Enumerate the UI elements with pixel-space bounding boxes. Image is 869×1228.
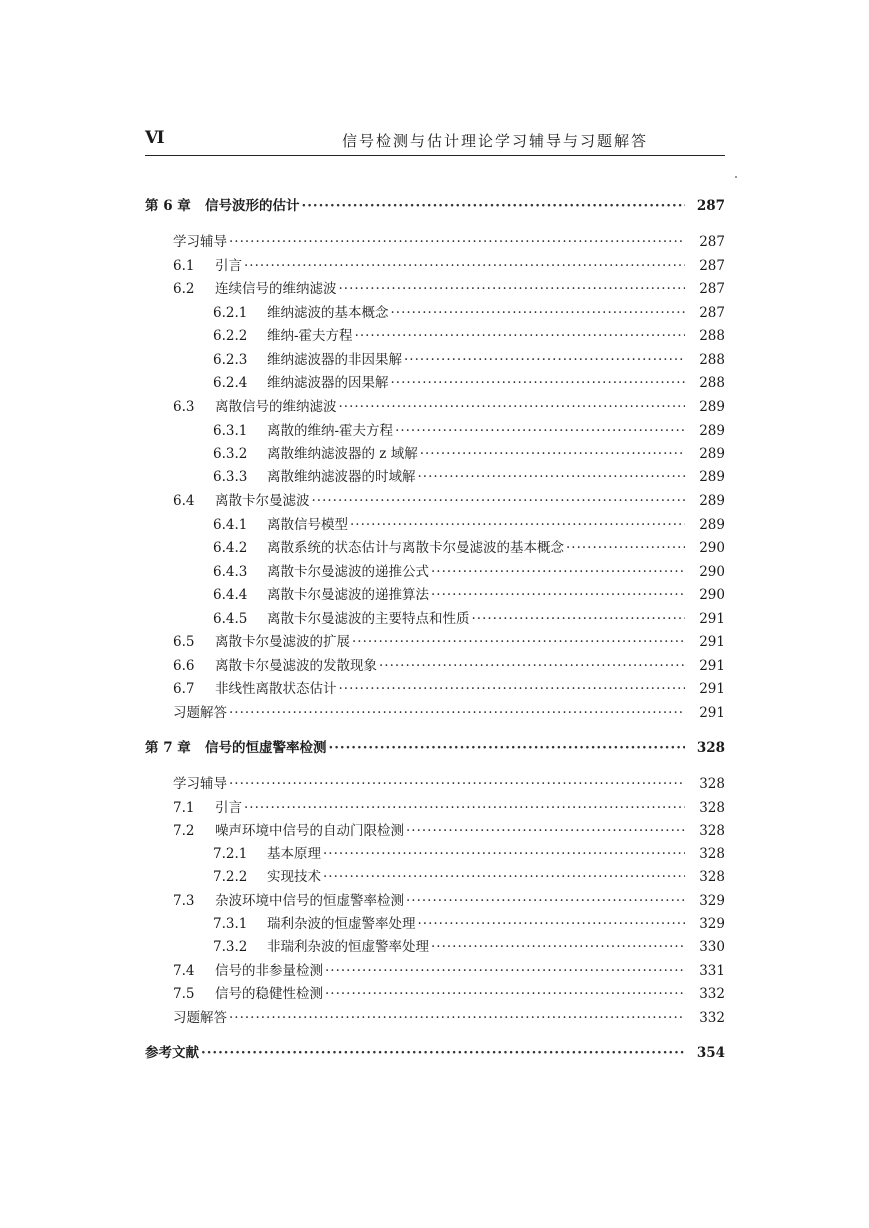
toc-entry: [213, 937, 725, 957]
toc-entry-number: 7.4: [173, 963, 195, 979]
toc-entry-page: 328: [699, 823, 725, 839]
toc-entry-title: 离散卡尔曼滤波的递推算法: [267, 587, 429, 603]
toc-entry-number: 6.4.3: [213, 564, 248, 580]
toc-entry-title: 实现技术: [267, 869, 321, 885]
toc-entry-title: 维纳-霍夫方程: [267, 328, 353, 344]
toc-entry: [173, 491, 725, 511]
toc-entry-number: 7.2.1: [213, 846, 248, 862]
toc-entry-title: 杂波环境中信号的恒虚警率检测: [215, 893, 404, 909]
book-title: 信号检测与估计理论学习辅导与习题解答: [341, 132, 648, 150]
toc-entry: [213, 515, 725, 535]
dot-leader: [391, 373, 686, 393]
toc-entry-page: 291: [699, 705, 725, 721]
toc-entry-title: 离散维纳滤波器的时域解: [267, 469, 416, 485]
dot-leader: [244, 256, 685, 276]
dot-leader: [244, 798, 685, 818]
toc-entry-page: 332: [699, 1010, 725, 1026]
toc-entry-title: 离散卡尔曼滤波: [215, 493, 310, 509]
toc-entry: [173, 703, 725, 723]
toc-entry-title: 基本原理: [267, 846, 321, 862]
toc-entry-page: 328: [699, 800, 725, 816]
dot-leader: [355, 326, 685, 346]
toc-entry: [213, 350, 725, 370]
toc-entry-title: 离散信号模型: [267, 517, 348, 533]
dot-leader: [431, 585, 685, 605]
toc-entry-page: 328: [699, 776, 725, 792]
dot-leader: [323, 867, 685, 887]
toc-entry-number: 第 7 章: [145, 740, 191, 756]
toc-entry-number: 6.2.4: [213, 375, 248, 391]
toc-entry-page: 290: [699, 540, 725, 556]
dot-leader: [201, 1043, 685, 1063]
dot-leader: [339, 397, 686, 417]
toc-entry-page: 287: [696, 198, 725, 214]
toc-entry: [213, 867, 725, 887]
toc-entry: [213, 421, 725, 441]
toc-entry-number: 6.4.1: [213, 517, 248, 533]
toc-entry-title: 非线性离散状态估计: [215, 681, 337, 697]
dot-leader: [472, 609, 686, 629]
dot-leader: [391, 303, 686, 323]
toc-entry: [213, 609, 725, 629]
toc-entry-title: 维纳滤波器的非因果解: [267, 352, 402, 368]
toc-entry-page: 291: [699, 681, 725, 697]
toc-entry-number: 7.5: [173, 986, 195, 1002]
toc-entry-page: 329: [699, 893, 725, 909]
dot-leader: [420, 444, 685, 464]
toc-entry: [213, 373, 725, 393]
toc-entry-page: 289: [699, 517, 725, 533]
dot-leader: [229, 774, 685, 794]
toc-entry: [173, 656, 725, 676]
toc-entry: [173, 679, 725, 699]
dot-leader: [229, 232, 685, 252]
toc-entry-number: 6.7: [173, 681, 195, 697]
toc-entry: [173, 774, 725, 794]
toc-entry-page: 289: [699, 493, 725, 509]
toc-entry-title: 离散系统的状态估计与离散卡尔曼滤波的基本概念: [267, 540, 564, 556]
dot-leader: [431, 937, 685, 957]
toc-entry-number: 7.2.2: [213, 869, 248, 885]
toc-entry-number: 6.1: [173, 258, 195, 274]
toc-entry-title: 信号的稳健性检测: [215, 986, 323, 1002]
header-rule: [145, 155, 725, 156]
toc-entry-page: 290: [699, 564, 725, 580]
toc-entry-page: 288: [699, 375, 725, 391]
toc-entry-number: 7.1: [173, 800, 195, 816]
toc-entry-title: 学习辅导: [173, 234, 227, 250]
toc-entry: [173, 632, 725, 652]
toc-entry-number: 7.3: [173, 893, 195, 909]
toc-entry-page: 289: [699, 469, 725, 485]
toc-entry-page: 332: [699, 986, 725, 1002]
toc-entry-title: 离散卡尔曼滤波的发散现象: [215, 658, 377, 674]
toc-entry-number: 6.6: [173, 658, 195, 674]
toc-entry: [213, 444, 725, 464]
toc-entry-title: 离散卡尔曼滤波的主要特点和性质: [267, 611, 470, 627]
toc-entry: [145, 738, 725, 758]
toc-entry-page: 287: [699, 234, 725, 250]
dot-leader: [312, 491, 686, 511]
toc-entry-number: 6.2: [173, 281, 195, 297]
toc-entry-page: 354: [696, 1045, 725, 1061]
toc-entry-title: 离散卡尔曼滤波的递推公式: [267, 564, 429, 580]
toc-entry-title: 信号波形的估计: [205, 198, 300, 214]
toc-entry: [173, 821, 725, 841]
dot-leader: [339, 679, 686, 699]
toc-entry-title: 连续信号的维纳滤波: [215, 281, 337, 297]
toc-entry-title: 维纳滤波的基本概念: [267, 305, 389, 321]
toc-entry-number: 6.4.4: [213, 587, 248, 603]
toc-entry-page: 328: [699, 846, 725, 862]
toc-entry-page: 328: [696, 740, 725, 756]
toc-entry-page: 331: [699, 963, 725, 979]
toc-entry-number: 6.2.1: [213, 305, 248, 321]
toc-entry: [173, 232, 725, 252]
toc-entry: [173, 1008, 725, 1028]
toc-entry-page: 287: [699, 258, 725, 274]
toc-entry-page: 289: [699, 423, 725, 439]
dot-leader: [325, 961, 685, 981]
toc-entry-title: 维纳滤波器的因果解: [267, 375, 389, 391]
dot-leader: [418, 914, 686, 934]
toc-entry-title: 离散的维纳-霍夫方程: [267, 423, 394, 439]
toc-entry-number: 第 6 章: [145, 198, 191, 214]
toc-entry-number: 6.2.2: [213, 328, 248, 344]
toc-entry-title: 信号的非参量检测: [215, 963, 323, 979]
dot-leader: [350, 515, 685, 535]
toc-entry-number: 6.3.1: [213, 423, 248, 439]
dot-leader: [395, 421, 685, 441]
scan-speck: [735, 176, 737, 178]
toc-entry: [213, 467, 725, 487]
toc-entry-number: 6.3.3: [213, 469, 248, 485]
dot-leader: [329, 738, 686, 758]
toc-entry-title: 离散维纳滤波器的 z 域解: [267, 446, 418, 462]
toc-entry-number: 6.4: [173, 493, 195, 509]
toc-entry: [213, 562, 725, 582]
toc-entry-title: 引言: [215, 800, 242, 816]
toc-entry-page: 329: [699, 916, 725, 932]
toc-entry-page: 291: [699, 611, 725, 627]
toc-entry-number: 7.2: [173, 823, 195, 839]
toc-entry: [213, 585, 725, 605]
toc-entry: [173, 798, 725, 818]
dot-leader: [431, 562, 685, 582]
dot-leader: [379, 656, 685, 676]
toc-entry-title: 噪声环境中信号的自动门限检测: [215, 823, 404, 839]
toc-entry-number: 7.3.1: [213, 916, 248, 932]
toc-entry-page: 289: [699, 399, 725, 415]
toc-entry: [173, 279, 725, 299]
toc-entry: [213, 914, 725, 934]
toc-entry-number: 6.3.2: [213, 446, 248, 462]
page-number: Ⅵ: [145, 128, 166, 148]
toc-entry: [173, 397, 725, 417]
toc-entry: [213, 303, 725, 323]
dot-leader: [302, 196, 686, 216]
toc-entry-page: 288: [699, 352, 725, 368]
toc-entry-title: 离散信号的维纳滤波: [215, 399, 337, 415]
dot-leader: [352, 632, 685, 652]
toc-entry-title: 学习辅导: [173, 776, 227, 792]
dot-leader: [566, 538, 685, 558]
dot-leader: [229, 703, 685, 723]
toc-entry-number: 6.4.5: [213, 611, 248, 627]
toc-entry-title: 引言: [215, 258, 242, 274]
toc-entry: [213, 326, 725, 346]
toc-entry-title: 非瑞利杂波的恒虚警率处理: [267, 939, 429, 955]
dot-leader: [406, 821, 685, 841]
toc-entry-page: 287: [699, 305, 725, 321]
dot-leader: [406, 891, 685, 911]
toc-entry: [145, 196, 725, 216]
toc-entry: [173, 891, 725, 911]
toc-entry-number: 6.5: [173, 634, 195, 650]
toc-entry-number: 6.3: [173, 399, 195, 415]
dot-leader: [325, 984, 685, 1004]
toc-entry-page: 289: [699, 446, 725, 462]
toc-entry-page: 288: [699, 328, 725, 344]
dot-leader: [339, 279, 686, 299]
toc-entry: [173, 961, 725, 981]
toc-entry: [213, 538, 725, 558]
dot-leader: [323, 844, 685, 864]
toc-entry: [213, 844, 725, 864]
toc-entry: [145, 1043, 725, 1063]
toc-entry-title: 习题解答: [173, 705, 227, 721]
toc-entry-title: 瑞利杂波的恒虚警率处理: [267, 916, 416, 932]
toc-entry-title: 信号的恒虚警率检测: [205, 740, 327, 756]
running-header: [145, 128, 725, 156]
toc-entry-page: 330: [699, 939, 725, 955]
dot-leader: [418, 467, 686, 487]
toc-entry: [173, 256, 725, 276]
toc-entry-title: 参考文献: [145, 1045, 199, 1061]
toc-entry-number: 6.4.2: [213, 540, 248, 556]
toc-entry-page: 290: [699, 587, 725, 603]
dot-leader: [404, 350, 685, 370]
toc-entry-page: 291: [699, 658, 725, 674]
toc-entry-number: 6.2.3: [213, 352, 248, 368]
toc-entry-number: 7.3.2: [213, 939, 248, 955]
toc-entry-page: 291: [699, 634, 725, 650]
toc-entry-page: 287: [699, 281, 725, 297]
toc-entry-page: 328: [699, 869, 725, 885]
toc-entry: [173, 984, 725, 1004]
toc-entry-title: 习题解答: [173, 1010, 227, 1026]
toc-entry-title: 离散卡尔曼滤波的扩展: [215, 634, 350, 650]
dot-leader: [229, 1008, 685, 1028]
